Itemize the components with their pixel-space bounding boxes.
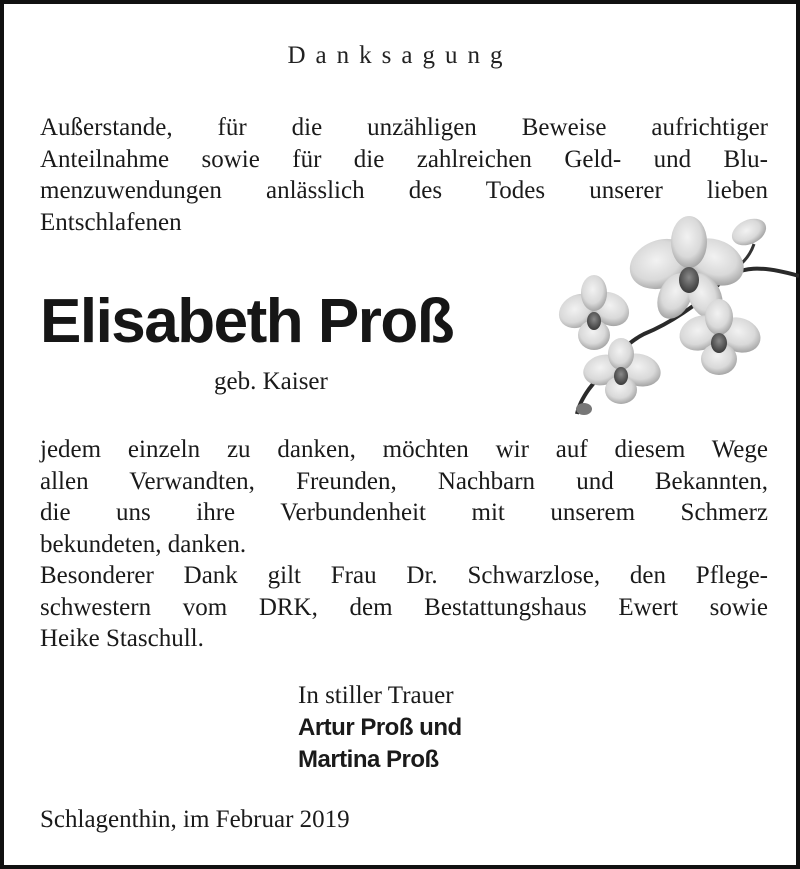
orchid-image bbox=[549, 204, 799, 424]
maiden-name: geb. Kaiser bbox=[214, 368, 328, 395]
intro-line: menzuwendungen anlässlich des Todes unserer lieben bbox=[40, 177, 768, 204]
thanks-line: Heike Staschull. bbox=[40, 625, 204, 652]
intro-line: Anteilnahme sowie für die zahlreichen Geld- und Blu- bbox=[40, 145, 768, 173]
place-date: Schlagenthin, im Februar 2019 bbox=[40, 806, 350, 833]
body-line: jedem einzeln zu danken, möchten wir auf diesem Wege bbox=[40, 436, 768, 463]
intro-line: Außerstande, für die unzähligen Beweise aufrichtiger bbox=[40, 114, 768, 141]
body-paragraph bbox=[40, 434, 768, 655]
body-line: allen Verwandten, Freunden, Nachbarn und Bekannten, bbox=[40, 467, 768, 495]
body-line: bekundeten, danken. bbox=[40, 530, 247, 558]
notice-title: Danksagung bbox=[287, 42, 513, 69]
mourning-phrase: In stiller Trauer bbox=[298, 682, 454, 709]
mourner-name: Artur Proß und bbox=[298, 714, 462, 741]
mourner-name: Martina Proß bbox=[298, 746, 439, 773]
thanks-line: schwestern vom DRK, dem Bestattungshaus Ewert sowie bbox=[40, 593, 768, 621]
intro-line: Entschlafenen bbox=[40, 208, 182, 236]
body-line: die uns ihre Verbundenheit mit unserem Schmerz bbox=[40, 499, 768, 526]
thanks-line: Besonderer Dank gilt Frau Dr. Schwarzlose, den Pflege- bbox=[40, 562, 768, 589]
signature-block bbox=[298, 680, 462, 776]
deceased-name: Elisabeth Proß bbox=[40, 287, 454, 356]
